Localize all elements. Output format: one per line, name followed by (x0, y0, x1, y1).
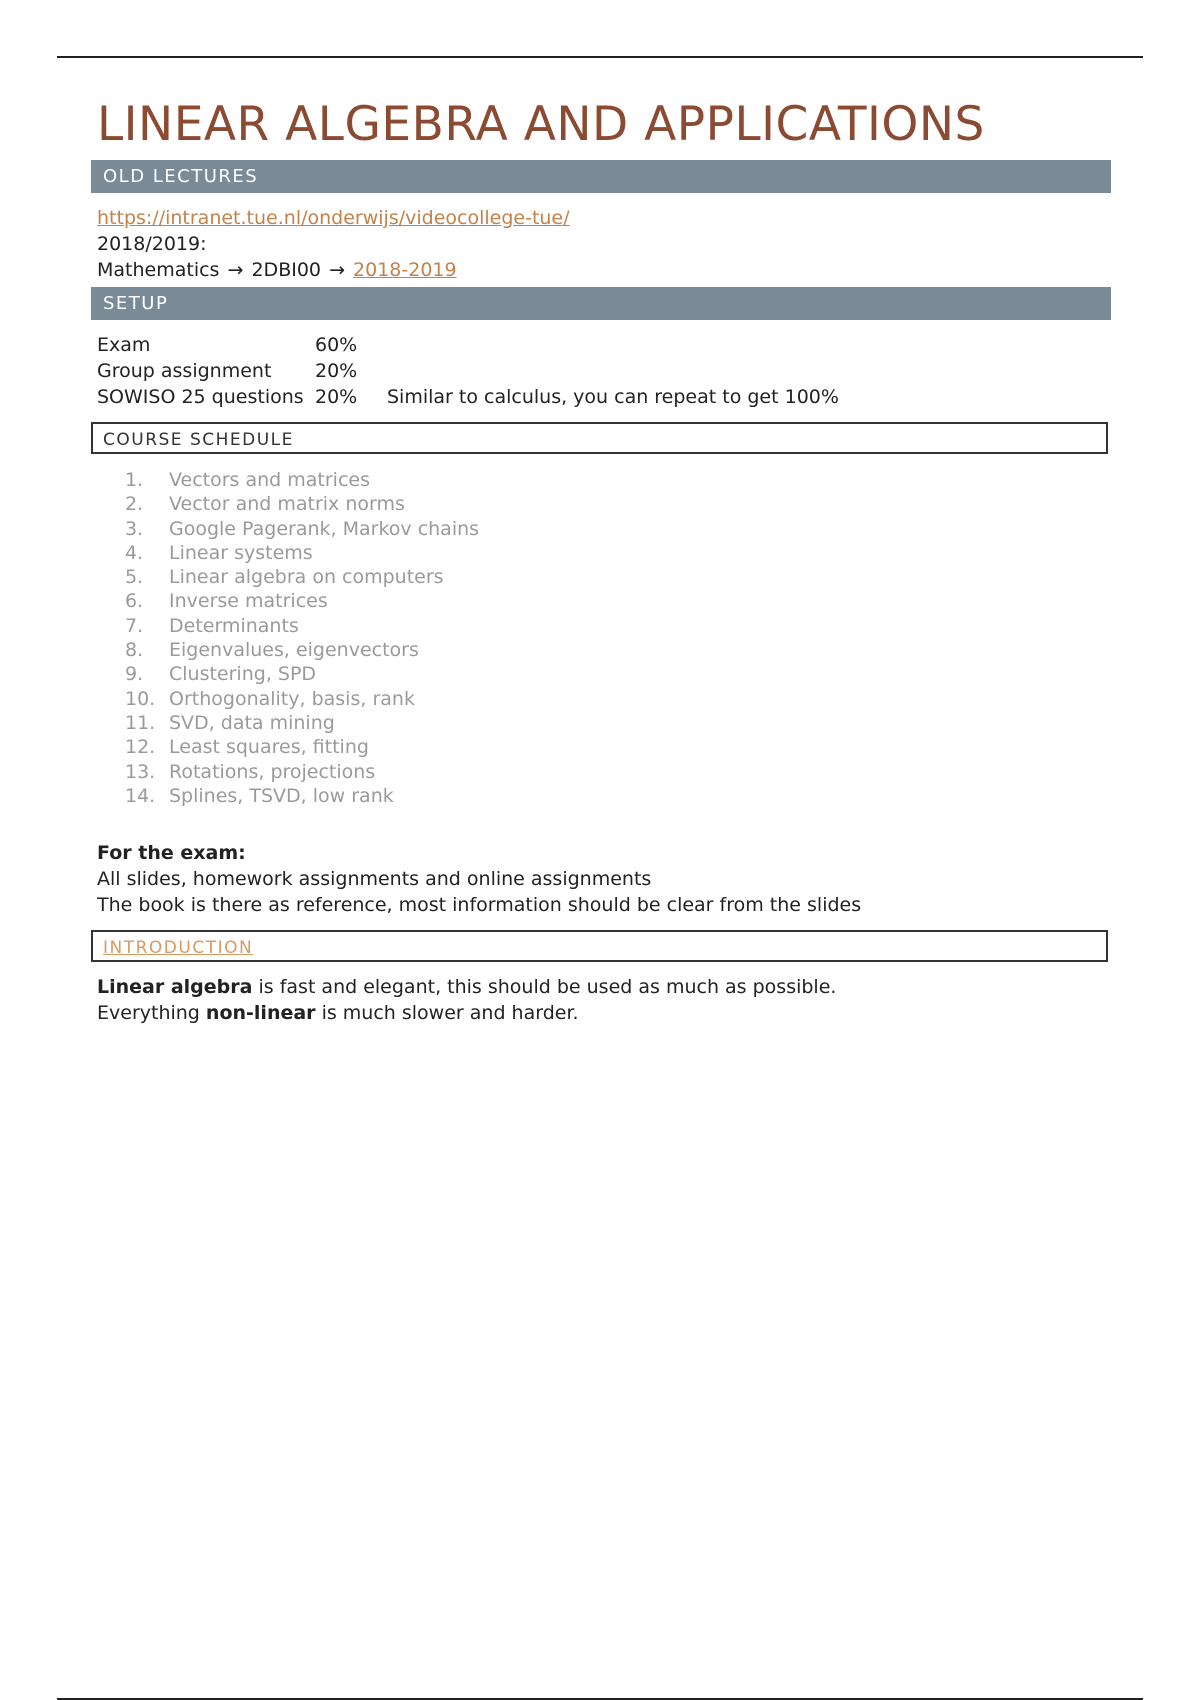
list-item (91, 711, 1111, 735)
list-item (91, 541, 1111, 565)
year-link[interactable]: 2018-2019 (353, 259, 457, 281)
list-item (91, 589, 1111, 613)
setup-weight: 20% (315, 386, 358, 408)
list-item-label: Orthogonality, basis, rank (169, 687, 415, 710)
setup-item: SOWISO 25 questions (97, 386, 304, 408)
document-title: LINEAR ALGEBRA AND APPLICATIONS (97, 97, 985, 152)
list-item (91, 517, 1111, 541)
list-item (91, 468, 1111, 492)
setup-item: Group assignment (97, 360, 272, 382)
list-item (91, 492, 1111, 516)
list-item-label: Rotations, projections (169, 760, 376, 783)
introduction-block (91, 962, 1111, 1026)
setup-weight: 60% (315, 334, 358, 356)
arrow-right-icon: → (329, 259, 345, 281)
list-item-label: Linear algebra on computers (169, 566, 444, 589)
list-item-label: Splines, TSVD, low rank (169, 784, 394, 807)
intro-line-2-rest: is much slower and harder. (315, 1002, 579, 1025)
year-label: 2018/2019: (97, 233, 207, 255)
setup-note: Similar to calculus, you can repeat to get 100% (387, 386, 839, 408)
path-mathematics: Mathematics (97, 259, 220, 281)
list-item-label: Least squares, fitting (169, 736, 369, 759)
setup-table (91, 320, 1111, 422)
list-item-number: 13. (125, 760, 156, 783)
list-item-label: Vector and matrix norms (169, 493, 405, 516)
list-item-label: Vectors and matrices (169, 469, 370, 491)
section-heading-introduction (91, 930, 1108, 962)
list-item-number: 9. (125, 663, 144, 686)
list-item-label: Clustering, SPD (169, 663, 317, 686)
list-item-number: 5. (125, 566, 144, 589)
list-item-number: 10. (125, 687, 156, 710)
list-item-number: 6. (125, 590, 144, 613)
list-item-number: 14. (125, 784, 156, 807)
list-item-number: 2. (125, 493, 144, 516)
setup-row (91, 332, 1111, 358)
list-item (91, 638, 1111, 662)
section-heading-setup: SETUP (91, 287, 1111, 320)
list-item-label: Linear systems (169, 541, 313, 564)
list-item-number: 4. (125, 541, 144, 564)
list-item (91, 662, 1111, 686)
list-item (91, 735, 1111, 759)
list-item (91, 687, 1111, 711)
intro-term-linear-algebra: Linear algebra (97, 976, 253, 999)
setup-row (91, 358, 1111, 384)
list-item-number: 3. (125, 517, 144, 540)
setup-row (91, 384, 1111, 410)
list-item (91, 784, 1111, 808)
list-item (91, 614, 1111, 638)
path-course-code: 2DBI00 (251, 259, 322, 281)
list-item-number: 12. (125, 736, 156, 759)
list-item-number: 1. (125, 469, 144, 491)
intro-line-2-start: Everything (97, 1002, 206, 1025)
intro-line-2 (91, 1000, 1111, 1026)
list-item-label: SVD, data mining (169, 711, 335, 734)
list-item (91, 565, 1111, 589)
exam-notes (91, 808, 1111, 930)
document-body (91, 98, 1111, 1026)
section-heading-course-schedule: COURSE SCHEDULE (91, 422, 1108, 454)
list-item-label: Inverse matrices (169, 590, 328, 613)
setup-weight: 20% (315, 360, 358, 382)
intro-line-1-rest: is fast and elegant, this should be used as much as possible. (252, 976, 837, 999)
list-item-number: 11. (125, 711, 156, 734)
videocollege-link-line (91, 205, 1111, 231)
list-item-number: 8. (125, 639, 144, 662)
intro-line-1 (91, 974, 1111, 1000)
videocollege-link[interactable]: https://intranet.tue.nl/onderwijs/videocollege-tue/ (97, 207, 570, 229)
exam-line-1: All slides, homework assignments and online assignments (97, 868, 652, 891)
lecture-path (91, 257, 1111, 283)
list-item-label: Eigenvalues, eigenvectors (169, 639, 419, 662)
section-heading-old-lectures: OLD LECTURES (91, 160, 1111, 193)
list-item-label: Google Pagerank, Markov chains (169, 517, 480, 540)
introduction-heading-link[interactable]: INTRODUCTION (103, 938, 254, 959)
top-rule (57, 56, 1143, 58)
exam-line-2: The book is there as reference, most information should be clear from the slides (97, 894, 862, 917)
list-item-label: Determinants (169, 614, 299, 637)
arrow-right-icon: → (227, 259, 244, 281)
list-item-number: 7. (125, 614, 144, 637)
setup-item: Exam (97, 334, 151, 356)
course-schedule-list (91, 454, 1111, 808)
exam-heading: For the exam: (97, 842, 246, 865)
intro-term-non-linear: non-linear (205, 1002, 316, 1025)
old-lectures-block (91, 193, 1111, 287)
list-item (91, 760, 1111, 784)
